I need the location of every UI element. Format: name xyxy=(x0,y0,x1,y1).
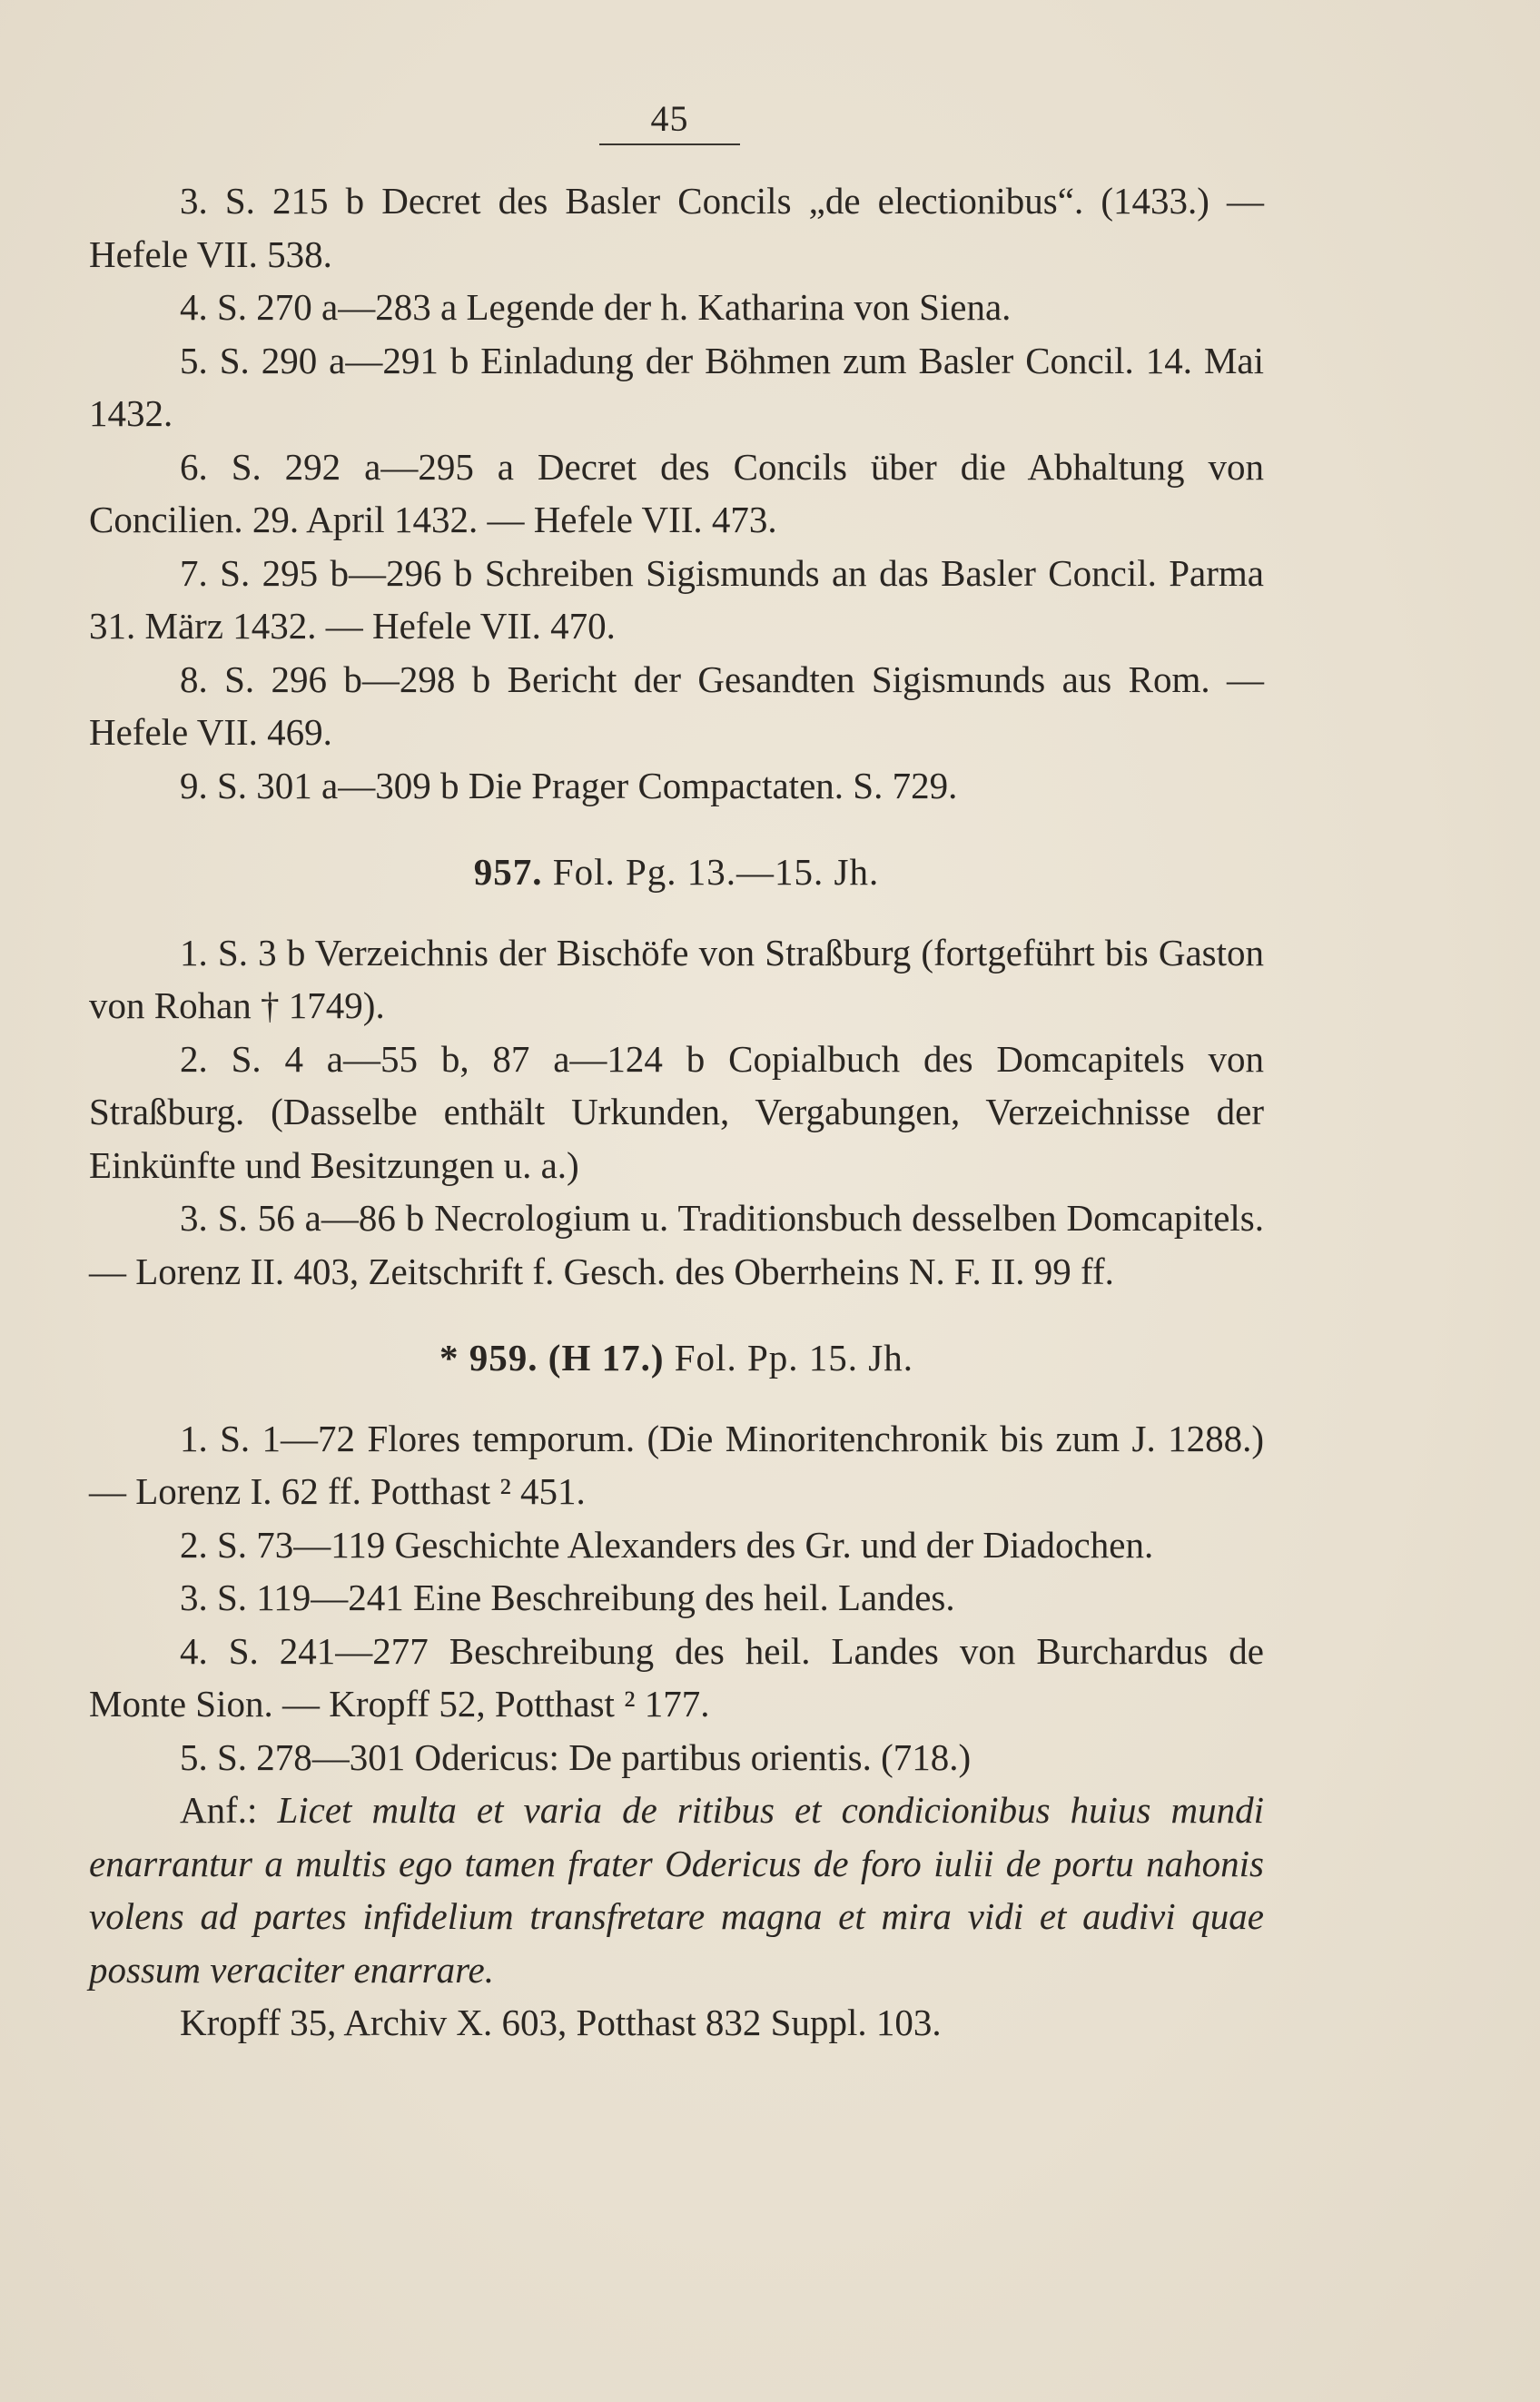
entry-item: 5. S. 290 a—291 b Einladung der Böhmen zum Basler Concil. 14. Mai 1432. xyxy=(89,339,1264,434)
entry-item: 4. S. 241—277 Beschreibung des heil. Landes von Burchardus de Monte Sion. — Kropff 52, Potthast ² 177. xyxy=(89,1629,1264,1725)
entry-item: 9. S. 301 a—309 b Die Prager Compactaten. S. 729. xyxy=(180,764,958,806)
entry-item: 1. S. 1—72 Flores temporum. (Die Minoritenchronik bis zum J. 1288.) — Lorenz I. 62 ff. Potthast ² 451. xyxy=(89,1417,1264,1512)
entry-item: 5. S. 278—301 Odericus: De partibus orientis. (718.) xyxy=(180,1735,972,1778)
entry-item: 4. S. 270 a—283 a Legende der h. Katharina von Siena. xyxy=(180,286,1012,328)
entry-item: 7. S. 295 b—296 b Schreiben Sigismunds an das Basler Concil. Parma 31. März 1432. — Hefele VII. 470. xyxy=(89,551,1264,647)
entry-item: 6. S. 292 a—295 a Decret des Concils über die Abhaltung von Concilien. 29. April 1432. — Hefele VII. 473. xyxy=(89,445,1264,540)
page-body xyxy=(89,174,1264,2050)
incipit xyxy=(89,1784,1264,1996)
incipit-label: Anf.: xyxy=(180,1789,258,1831)
entry-item: 1. S. 3 b Verzeichnis der Bischöfe von Straßburg (fortgeführt bis Gaston von Rohan † 1749). xyxy=(89,931,1264,1026)
entry-item: 2. S. 4 a—55 b, 87 a—124 b Copialbuch des Domcapitels von Straßburg. (Dasselbe enthält Urkunden, Vergabungen, Verzeichnisse der Einkünfte und Besitzungen u. a.) xyxy=(89,1037,1264,1186)
bibliography-note: Kropff 35, Archiv X. 603, Potthast 832 Suppl. 103. xyxy=(180,2002,942,2043)
manuscript-number: 957. xyxy=(473,851,543,893)
header-rule xyxy=(599,143,740,145)
page-number: 45 xyxy=(650,98,689,139)
page-header xyxy=(599,96,740,145)
entry-item: 3. S. 56 a—86 b Necrologium u. Traditionsbuch desselben Domcapitels. — Lorenz II. 403, Zeitschrift f. Gesch. des Oberrheins N. F. II. 99 ff. xyxy=(89,1197,1264,1292)
manuscript-description: Fol. Pg. 13.—15. Jh. xyxy=(552,851,880,893)
entry-item: 2. S. 73—119 Geschichte Alexanders des Gr. und der Diadochen. xyxy=(180,1523,1154,1566)
manuscript-heading xyxy=(89,845,1264,899)
manuscript-description: Fol. Pp. 15. Jh. xyxy=(674,1337,913,1379)
manuscript-number: * 959. (H 17.) xyxy=(439,1337,665,1379)
entry-item: 8. S. 296 b—298 b Bericht der Gesandten Sigismunds aus Rom. — Hefele VII. 469. xyxy=(89,657,1264,753)
incipit-text: Licet multa et varia de ritibus et condicionibus huius mundi enarrantur a multis ego tamen frater Odericus de foro iulii de portu nahonis volens ad partes infidelium transfretare magna et mira vidi et audivi quae possum veraciter enarrare. xyxy=(89,1789,1265,1991)
entry-item: 3. S. 119—241 Eine Beschreibung des heil. Landes. xyxy=(180,1577,955,1618)
entry-item: 3. S. 215 b Decret des Basler Concils „de electionibus“. (1433.) — Hefele VII. 538. xyxy=(89,180,1264,275)
manuscript-heading xyxy=(89,1331,1264,1385)
